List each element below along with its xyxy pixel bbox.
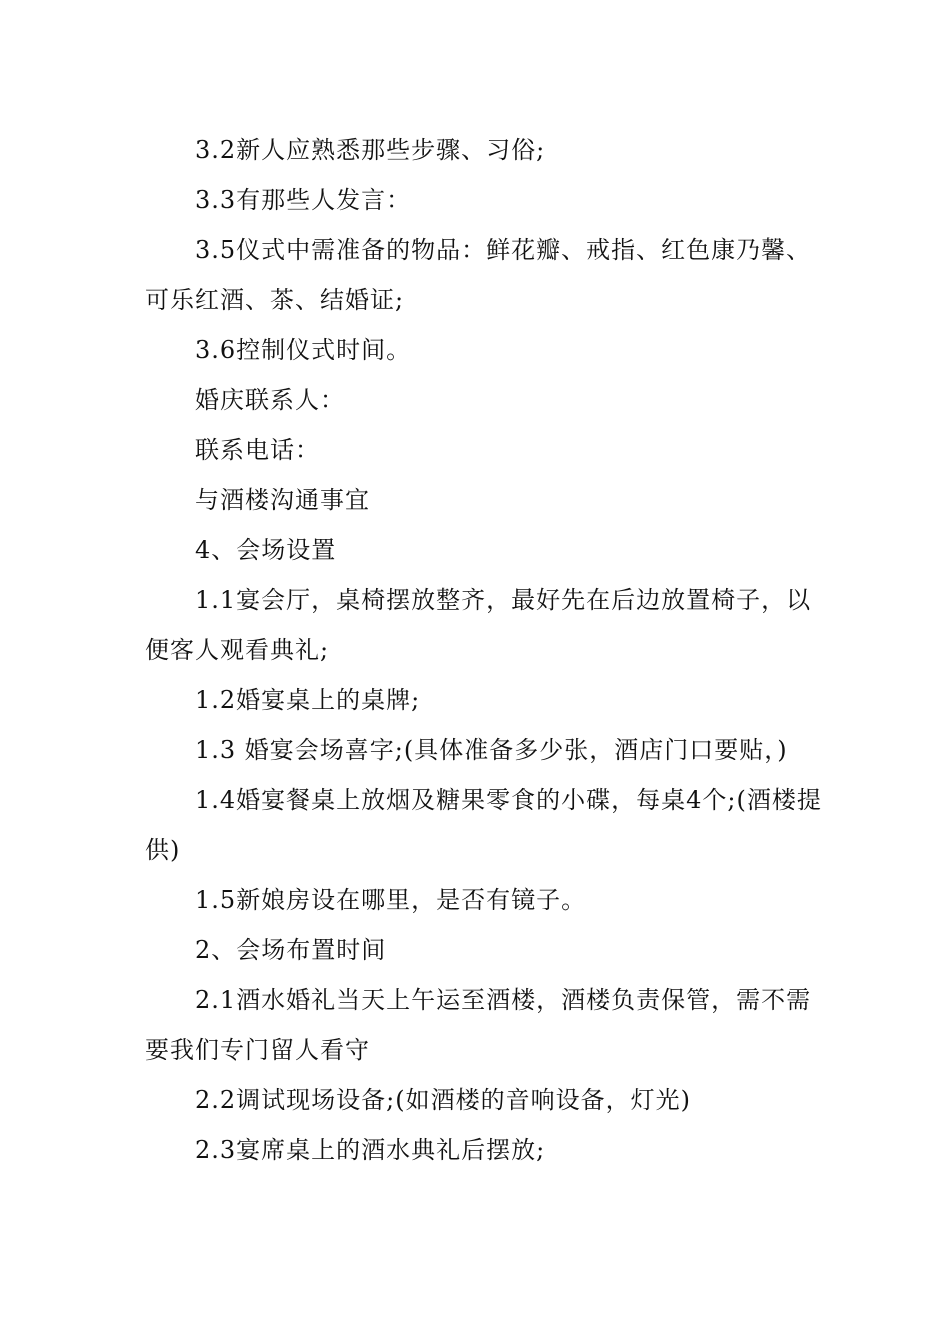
paragraph-wedding-contact: 婚庆联系人：	[195, 386, 345, 414]
paragraph-restaurant-communication: 与酒楼沟通事宜	[195, 486, 370, 514]
paragraph-3-2: 3.2新人应熟悉那些步骤、习俗;	[195, 136, 546, 164]
paragraph-1-2: 1.2婚宴桌上的桌牌;	[195, 686, 421, 714]
paragraph-1-4: 1.4婚宴餐桌上放烟及糖果零食的小碟，每桌4个;(酒楼提供)	[145, 786, 822, 864]
paragraph-1-5: 1.5新娘房设在哪里，是否有镜子。	[195, 886, 587, 914]
heading-venue-setup-time: 2、会场布置时间	[195, 936, 387, 964]
paragraph-2-1: 2.1酒水婚礼当天上午运至酒楼，酒楼负责保管，需不需要我们专门留人看守	[145, 986, 812, 1064]
paragraph-3-6: 3.6控制仪式时间。	[195, 336, 412, 364]
paragraph-3-5: 3.5仪式中需准备的物品：鲜花瓣、戒指、红色康乃馨、可乐红酒、茶、结婚证;	[145, 236, 812, 314]
paragraph-3-3: 3.3有那些人发言：	[195, 186, 412, 214]
paragraph-1-3: 1.3 婚宴会场喜字;(具体准备多少张，酒店门口要贴，)	[195, 736, 788, 764]
paragraph-contact-phone: 联系电话：	[195, 436, 320, 464]
paragraph-1-1: 1.1宴会厅，桌椅摆放整齐，最好先在后边放置椅子，以便客人观看典礼;	[145, 586, 812, 664]
heading-venue-setup: 4、会场设置	[195, 536, 337, 564]
paragraph-2-2: 2.2调试现场设备;(如酒楼的音响设备，灯光)	[195, 1086, 691, 1114]
document-body	[145, 125, 835, 1175]
paragraph-2-3: 2.3宴席桌上的酒水典礼后摆放;	[195, 1136, 546, 1164]
